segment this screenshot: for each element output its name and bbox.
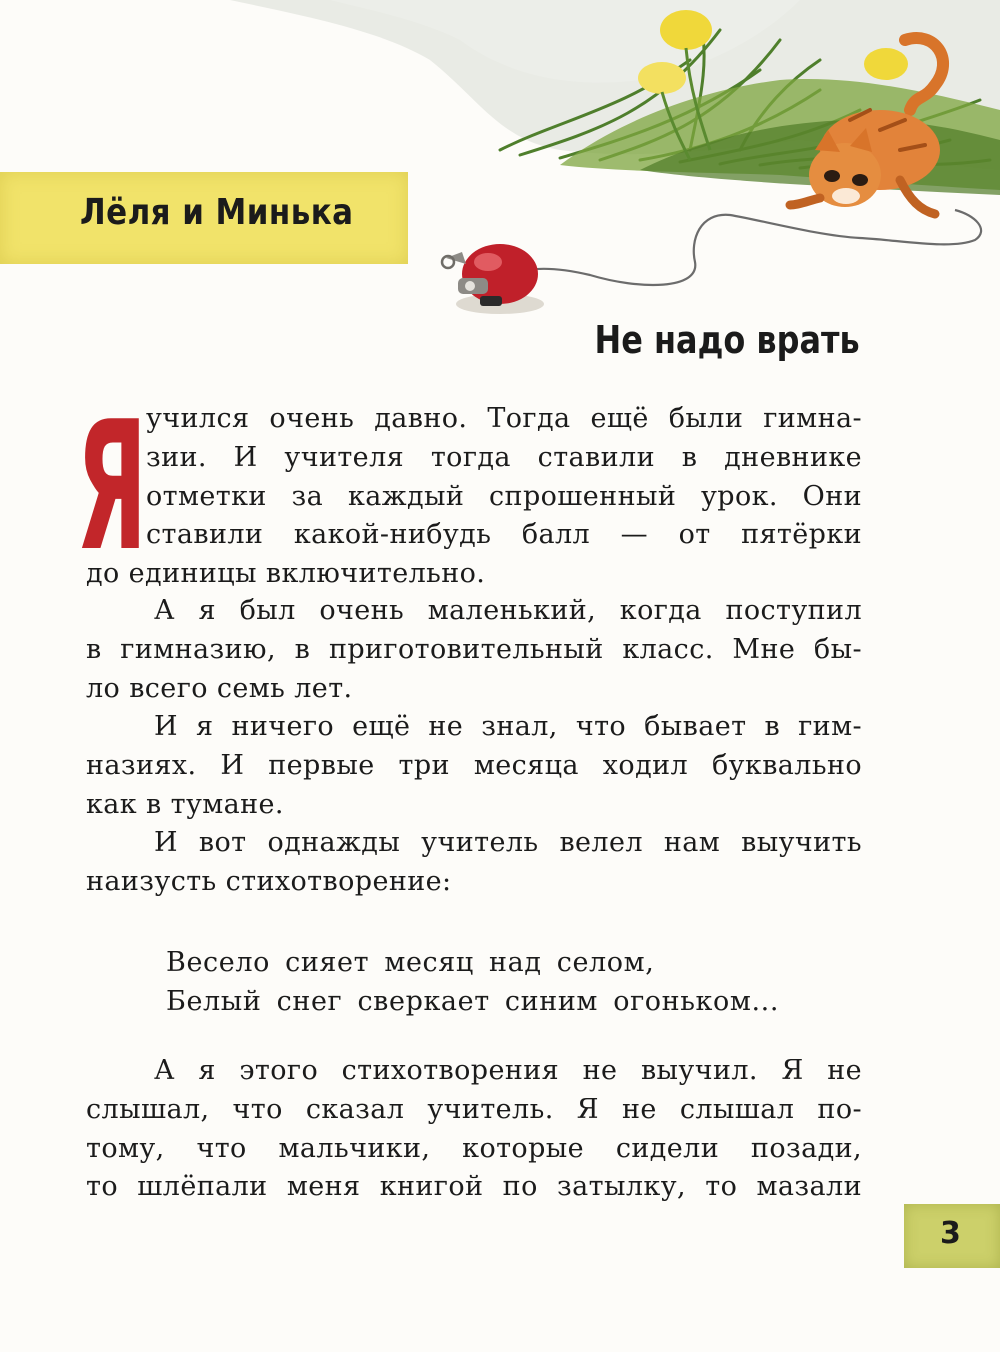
toy-string (528, 210, 981, 285)
text-line: А я был очень маленький, когда поступил (154, 595, 862, 626)
poem-line: Белый снег сверкает синим огоньком... (166, 985, 780, 1017)
drop-cap: Я (76, 383, 148, 590)
text-line: И вот однажды учитель велел нам выучить (154, 827, 862, 858)
text-line: И я ничего ещё не знал, что бывает в гим- (154, 711, 862, 742)
page-number: 3 (940, 1216, 961, 1251)
section-title: Лёля и Минька (80, 192, 354, 233)
text-line: учился очень давно. Тогда ещё были гимна- (146, 403, 862, 434)
text-line: отметки за каждый спрошенный урок. Они (146, 480, 862, 512)
paragraph-5 (86, 1052, 862, 1207)
paragraph-4 (86, 824, 862, 902)
story-title: Не надо врать (594, 318, 860, 362)
text-line: тому, что мальчики, которые сидели позади, (86, 1132, 862, 1164)
text-line: ло всего семь лет. (86, 672, 353, 704)
text-line: назиях. И первые три месяца ходил буквально (86, 749, 862, 781)
toy-mouse (442, 244, 544, 314)
paragraph-3 (86, 708, 862, 824)
text-line: то шлёпали меня книгой по затылку, то мазали (86, 1171, 862, 1203)
poem-line: Весело сияет месяц над селом, (166, 947, 655, 978)
text-line: до единицы включительно. (86, 558, 486, 590)
text-line: ставили какой-нибудь балл — от пятёрки (146, 519, 862, 551)
paragraph-2 (86, 592, 862, 708)
poem (166, 944, 779, 1022)
cat-and-mouse-illustration (0, 0, 1000, 330)
text-line: наизусть стихотворение: (86, 865, 452, 897)
text-line: А я этого стихотворения не выучил. Я не (154, 1055, 862, 1086)
text-line: зии. И учителя тогда ставили в дневнике (146, 441, 862, 473)
text-line: как в тумане. (86, 788, 284, 820)
paragraph-1 (86, 400, 862, 594)
text-line: слышал, что сказал учитель. Я не слышал по- (86, 1093, 862, 1125)
text-line: в гимназию, в приготовительный класс. Мне бы- (86, 633, 862, 665)
